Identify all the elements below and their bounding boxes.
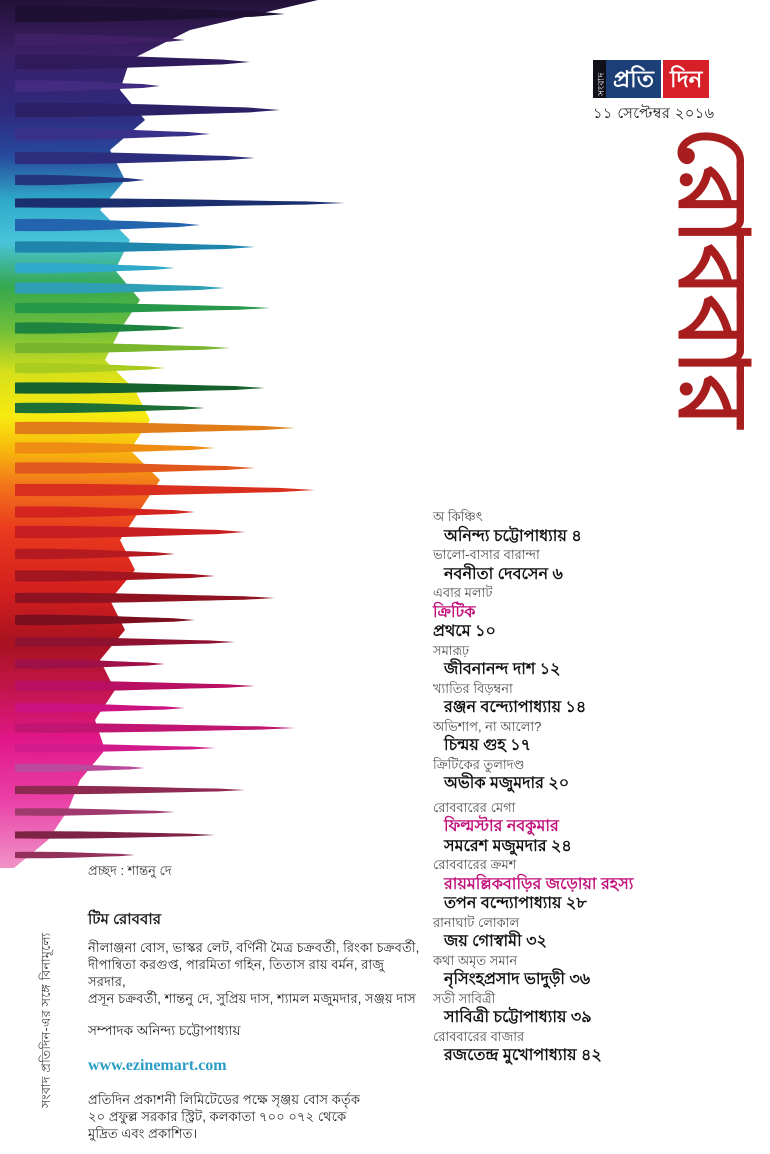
toc-line-category: অ কিঞ্চিৎ bbox=[433, 509, 483, 524]
text-line: দীপান্বিতা করগুপ্ত, পারমিতা গহিন, তিতাস রায় বর্মন, রাজু সরদার, bbox=[88, 957, 385, 989]
logo-part-1: প্রতি bbox=[606, 60, 661, 98]
toc-line-author: প্রথমে ১০ bbox=[433, 623, 496, 640]
toc-line-author: নবনীতা দেবসেন ৬ bbox=[444, 565, 563, 583]
text-line: ২০ প্রফুল্ল সরকার স্ট্রিট, কলকাতা ৭০০ ০৭২ থেকে bbox=[88, 1109, 347, 1124]
issue-date: ১১ সেপ্টেম্বর ২০১৬ bbox=[593, 106, 715, 122]
toc-line-category: রোববারের মেগা bbox=[433, 799, 516, 815]
cover-credit: প্রচ্ছদ : শান্তনু দে bbox=[88, 863, 172, 878]
toc-line-author: তপন বন্দ্যোপাধ্যায় ২৮ bbox=[444, 895, 587, 912]
toc-line-author: চিন্ময় গুহ ১৭ bbox=[444, 737, 532, 754]
toc-line-category: সতী সাবিত্রী bbox=[433, 990, 496, 1006]
logo-prefix-box bbox=[593, 60, 606, 98]
team-title: টিম রোববার bbox=[88, 911, 161, 928]
toc-line-category: রানাঘাট লোকাল bbox=[433, 914, 520, 930]
toc-line-category: রোববারের ক্রমশ bbox=[433, 857, 517, 872]
toc-line-category: এবার মলাট bbox=[433, 585, 493, 600]
toc-line-category: খ্যাতির বিড়ম্বনা bbox=[433, 680, 513, 696]
toc-line-category: ক্রিটিকের তুলাদণ্ড bbox=[433, 756, 525, 772]
text-line: মুদ্রিত এবং প্রকাশিত। bbox=[88, 1126, 198, 1141]
toc-line-feature: ক্রিটিক bbox=[433, 603, 476, 621]
text-line: নীলাঞ্জনা বোস, ভাস্কর লেট, বর্ণিনী মৈত্র চক্রবর্তী, রিংকা চক্রবর্তী, bbox=[88, 940, 420, 955]
toc-line-author: সমরেশ মজুমদার ২৪ bbox=[444, 837, 572, 855]
credits-block bbox=[88, 862, 424, 1142]
cover-artwork bbox=[0, 0, 400, 880]
logo-prefix-text: সংবাদ bbox=[596, 72, 606, 96]
toc-line-author: সাবিত্রী চট্টোপাধ্যায় ৩৯ bbox=[444, 1009, 592, 1026]
text-line: প্রসূন চক্রবর্তী, শান্তনু দে, সুপ্রিয় দাস, শ্যামল মজুমদার, সঞ্জয় দাস bbox=[88, 991, 416, 1006]
toc-line-author: জীবনানন্দ দাশ ১২ bbox=[444, 661, 561, 678]
logo-part-2: দিন bbox=[663, 60, 709, 98]
toc-line-category: ভালো-বাসার বারান্দা bbox=[433, 547, 540, 562]
text-line: প্রতিদিন প্রকাশনী লিমিটেডের পক্ষে সৃঞ্জয় বোস কর্তৃক bbox=[88, 1092, 361, 1107]
side-note-vertical: সংবাদ প্রতিদিন-এর সঙ্গে বিনামূল্যে bbox=[39, 932, 53, 1108]
team-names bbox=[88, 939, 424, 1007]
editor-credit: সম্পাদক অনিন্দ্য চট্টোপাধ্যায় bbox=[88, 1023, 241, 1038]
toc-line-feature: ফিল্মস্টার নবকুমার bbox=[444, 818, 559, 835]
toc-line-feature: রায়মল্লিকবাড়ির জড়োয়া রহস্য bbox=[444, 875, 634, 893]
magazine-title-vertical: রোববার bbox=[659, 126, 766, 426]
toc-line-author: রঞ্জন বন্দ্যোপাধ্যায় ১৪ bbox=[444, 699, 587, 716]
toc-line-category: রোববারের বাজার bbox=[433, 1028, 525, 1044]
toc-line-author: রজতেন্দ্র মুখোপাধ্যায় ৪২ bbox=[444, 1047, 602, 1064]
website-url: www.ezinemart.com bbox=[88, 1057, 227, 1074]
toc-line-author: জয় গোস্বামী ৩২ bbox=[444, 933, 547, 950]
publisher-info bbox=[88, 1091, 424, 1142]
toc-line-author: অভীক মজুমদার ২০ bbox=[444, 775, 570, 792]
pratidin-logo bbox=[593, 60, 709, 98]
toc-line-category: কথা অমৃত সমান bbox=[433, 952, 518, 968]
toc-line-author: অনিন্দ্য চট্টোপাধ্যায় ৪ bbox=[444, 527, 582, 545]
table-of-contents bbox=[433, 508, 765, 1066]
toc-line-author: নৃসিংহপ্রসাদ ভাদুড়ী ৩৬ bbox=[444, 971, 591, 988]
toc-line-category: অভিশাপ, না আলো? bbox=[433, 718, 542, 734]
toc-line-category: সমারূঢ় bbox=[433, 642, 470, 658]
